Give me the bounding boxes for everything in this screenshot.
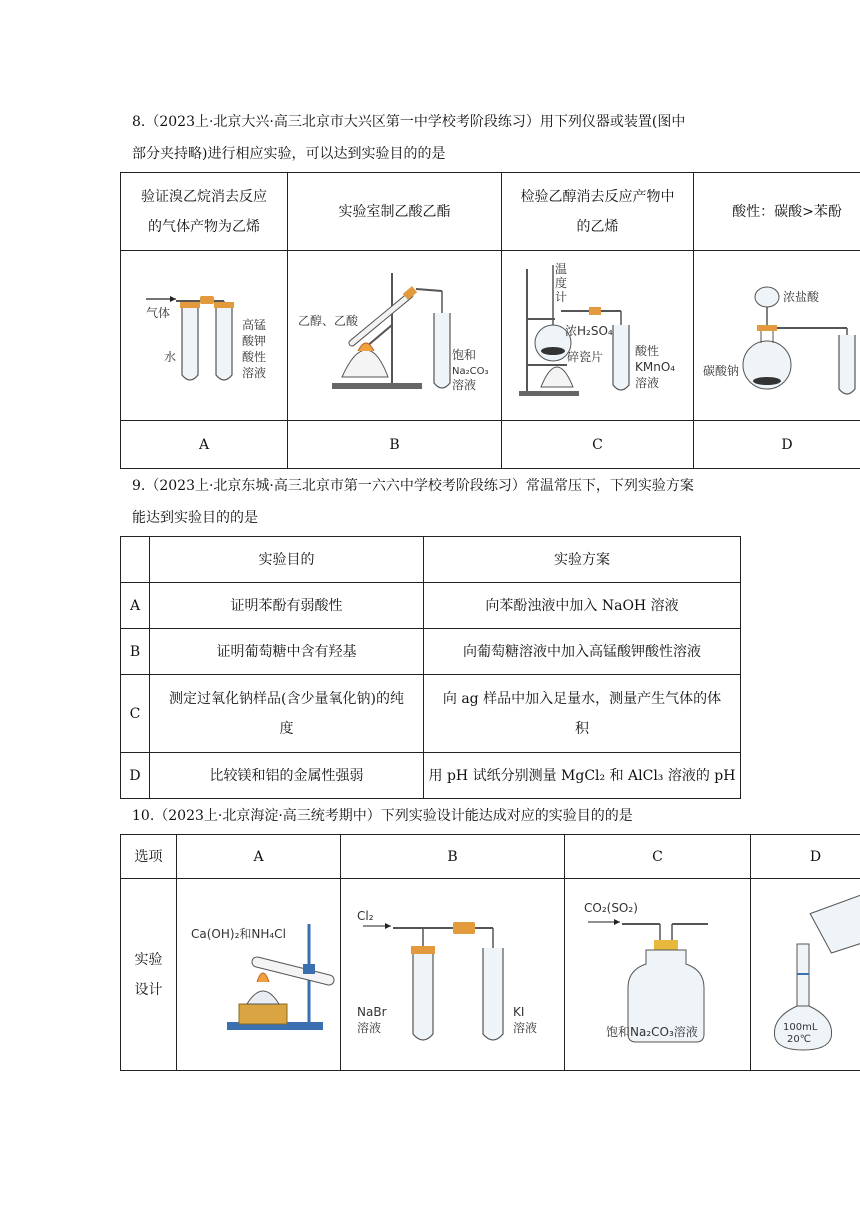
svg-text:KMnO₄: KMnO₄ [635, 360, 676, 374]
q8-option-d: D [694, 421, 860, 469]
apparatus-c-image [505, 255, 690, 405]
q10-figure-b [341, 879, 565, 1071]
q8-stem [132, 106, 772, 170]
q9-table [120, 536, 741, 799]
q9-row-c-plan: 向 ag 样品中加入足量水，测量产生气体的体 积 [424, 675, 741, 753]
svg-text:高锰: 高锰 [242, 318, 267, 332]
q9-col-plan: 实验方案 [424, 537, 741, 583]
q9-col-goal: 实验目的 [150, 537, 424, 583]
q9-row-b-plan: 向葡萄糖溶液中加入高锰酸钾酸性溶液 [424, 629, 741, 675]
q8-line2: 部分夹持略)进行相应实验，可以达到实验目的的是 [132, 146, 446, 162]
q10-header-b: B [341, 835, 565, 879]
q8-option-b: B [288, 421, 502, 469]
q10-header-c: C [565, 835, 751, 879]
svg-text:CO₂(SO₂): CO₂(SO₂) [583, 901, 638, 915]
svg-text:NaBr: NaBr [356, 1005, 386, 1019]
q10-stem [132, 800, 772, 832]
svg-text:饱和: 饱和 [452, 348, 477, 362]
q9-row-d-plan: 用 pH 试纸分别测量 MgCl₂ 和 AlCl₃ 溶液的 pH [424, 753, 741, 799]
q8-header-c: 检验乙醇消去反应产物中 的乙烯 [502, 173, 694, 251]
q10-table [120, 834, 860, 1071]
svg-text:Ca(OH)₂和NH₄Cl: Ca(OH)₂和NH₄Cl [190, 927, 286, 941]
q9-row-a-goal: 证明苯酚有弱酸性 [150, 583, 424, 629]
apparatus-d-image [697, 255, 860, 405]
svg-text:20℃: 20℃ [787, 1034, 811, 1045]
svg-text:溶液: 溶液 [356, 1021, 381, 1035]
svg-text:碎瓷片: 碎瓷片 [567, 350, 604, 364]
svg-text:酸性: 酸性 [242, 350, 267, 364]
svg-text:溶液: 溶液 [512, 1021, 537, 1035]
q8-header-a: 验证溴乙烷消去反应 的气体产物为乙烯 [121, 173, 288, 251]
q8-figure-a [121, 251, 288, 421]
q9-line2: 能达到实验目的的是 [132, 510, 258, 526]
svg-text:100mL: 100mL [783, 1022, 818, 1033]
svg-text:酸钾: 酸钾 [242, 334, 267, 348]
q8-option-c: C [502, 421, 694, 469]
q10-figure-c [565, 879, 751, 1071]
q9-row-a-plan: 向苯酚浊液中加入 NaOH 溶液 [424, 583, 741, 629]
q8-table [120, 172, 860, 469]
svg-text:溶液: 溶液 [635, 376, 660, 390]
apparatus-c-image [568, 884, 748, 1054]
svg-text:乙醇、乙酸: 乙醇、乙酸 [298, 314, 359, 328]
q10-row-label: 实验 设计 [121, 879, 177, 1071]
q9-row-c-goal: 测定过氧化钠样品(含少量氧化钠)的纯 度 [150, 675, 424, 753]
q8-line1: 8.（2023上·北京大兴·高三北京市大兴区第一中学校考阶段练习）用下列仪器或装置(图中 [132, 114, 686, 130]
q10-header-d: D [751, 835, 860, 879]
svg-text:度: 度 [555, 276, 568, 290]
q8-header-d: 酸性：碳酸>苯酚 [694, 173, 860, 251]
q8-figure-d [694, 251, 860, 421]
q8-figure-c [502, 251, 694, 421]
svg-text:浓H₂SO₄: 浓H₂SO₄ [565, 324, 613, 338]
svg-text:气体: 气体 [146, 306, 171, 320]
svg-text:碳酸钠: 碳酸钠 [703, 364, 740, 378]
svg-text:Cl₂: Cl₂ [356, 909, 374, 923]
q9-row-b-opt: B [121, 629, 150, 675]
svg-text:溶液: 溶液 [452, 378, 477, 392]
q8-header-b: 实验室制乙酸乙酯 [288, 173, 502, 251]
q10-figure-d [751, 879, 860, 1071]
q8-figure-b [288, 251, 502, 421]
q9-stem [132, 470, 772, 534]
q9-row-a-opt: A [121, 583, 150, 629]
svg-text:KI: KI [512, 1005, 524, 1019]
svg-text:酸性: 酸性 [635, 344, 660, 358]
q9-row-d-opt: D [121, 753, 150, 799]
q10-line1: 10.（2023上·北京海淀·高三统考期中）下列实验设计能达成对应的实验目的的是 [132, 808, 633, 824]
q9-row-d-goal: 比较镁和铝的金属性强弱 [150, 753, 424, 799]
svg-text:溶液: 溶液 [242, 366, 267, 380]
svg-text:饱和Na₂CO₃溶液: 饱和Na₂CO₃溶液 [605, 1025, 698, 1039]
apparatus-d-image [753, 884, 860, 1054]
q10-header-label: 选项 [121, 835, 177, 879]
q9-row-b-goal: 证明葡萄糖中含有羟基 [150, 629, 424, 675]
apparatus-b-image [343, 884, 563, 1054]
svg-text:计: 计 [555, 290, 568, 304]
apparatus-a-image [124, 255, 284, 405]
svg-text:水: 水 [164, 350, 177, 364]
svg-text:Na₂CO₃: Na₂CO₃ [452, 366, 489, 377]
q9-line1: 9.（2023上·北京东城·高三北京市第一六六中学校考阶段练习）常温常压下，下列实验方案 [132, 478, 694, 494]
q10-header-a: A [177, 835, 341, 879]
svg-text:温: 温 [555, 262, 568, 276]
q9-row-c-opt: C [121, 675, 150, 753]
svg-text:浓盐酸: 浓盐酸 [783, 290, 820, 304]
apparatus-b-image [292, 255, 497, 405]
q10-figure-a [177, 879, 341, 1071]
q8-option-a: A [121, 421, 288, 469]
apparatus-a-image [179, 884, 339, 1054]
